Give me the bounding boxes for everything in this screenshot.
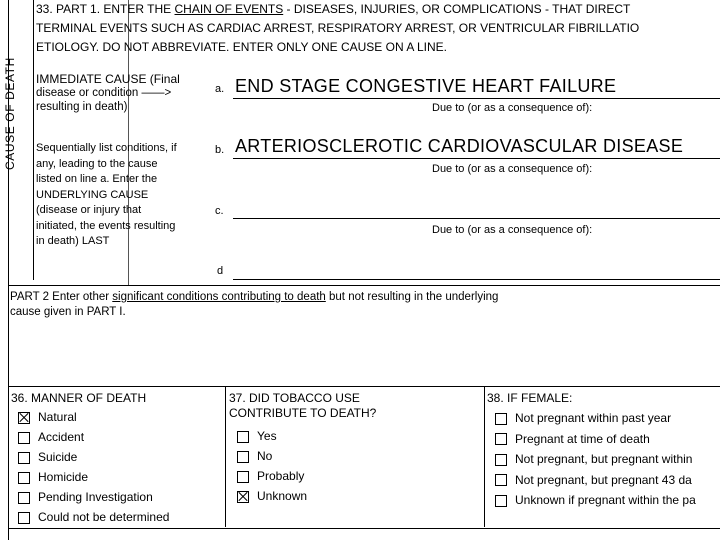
manner-of-death-title: 36. MANNER OF DEATH — [11, 391, 147, 405]
line-d-underline — [233, 279, 720, 280]
option-label: Unknown — [257, 489, 308, 503]
option-label: Accident — [38, 430, 85, 444]
part1-header-line2: TERMINAL EVENTS SUCH AS CARDIAC ARREST, RESPIRATORY ARREST, OR VENTRICULAR FIBRILLATIO — [36, 21, 640, 35]
sequential-conditions-label: Sequentially list conditions, if any, leading to the cause listed on line a. Enter the UNDERLYING CAUSE (disease or injury that initiated, the events resulting in death) LAST — [36, 142, 177, 247]
option-label: Pending Investigation — [38, 490, 153, 504]
line-b-underline — [233, 158, 720, 159]
tobacco-option-unknown[interactable] — [237, 489, 307, 503]
checkbox-icon[interactable] — [495, 495, 507, 507]
checkbox-icon[interactable] — [237, 431, 249, 443]
option-label: Unknown if pregnant within the pa — [515, 493, 696, 507]
if-female-title: 38. IF FEMALE: — [487, 391, 573, 405]
female-option-pregnant-at-time-of-death[interactable] — [495, 432, 650, 446]
option-label: Yes — [257, 429, 277, 443]
checkbox-icon[interactable] — [18, 472, 30, 484]
manner-option-could-not-be-determined[interactable] — [18, 510, 169, 524]
part1-header-line3: ETIOLOGY. DO NOT ABBREVIATE. ENTER ONLY ONE CAUSE ON A LINE. — [36, 40, 448, 54]
option-label: Natural — [38, 410, 77, 424]
line-a-letter: a. — [215, 83, 225, 95]
cause-of-death-side-label: CAUSE OF DEATH — [3, 57, 17, 170]
option-label: Pregnant at time of death — [515, 431, 650, 446]
tobacco-title: 37. DID TOBACCO USE CONTRIBUTE TO DEATH? — [229, 391, 377, 420]
line-c-due-to: Due to (or as a consequence of): — [432, 224, 593, 236]
option-label: Not pregnant, but pregnant 43 da — [515, 472, 692, 487]
checkbox-icon[interactable] — [18, 492, 30, 504]
female-option-not-pregnant-within-past-year[interactable] — [495, 411, 671, 425]
tobacco-option-probably[interactable] — [237, 469, 304, 483]
part2-line1: PART 2 Enter other significant conditions contributing to death but not resulting in the underlying — [10, 291, 499, 303]
line-b-letter: b. — [215, 144, 225, 156]
line-a-underline — [233, 98, 720, 99]
checkbox-icon[interactable] — [18, 412, 30, 424]
immediate-cause-label: IMMEDIATE CAUSE (Final disease or condition ——> resulting in death) — [36, 72, 180, 113]
option-label: Suicide — [38, 450, 78, 464]
female-option-not-pregnant-but-pregnant-within[interactable] — [495, 452, 692, 466]
checkbox-icon[interactable] — [237, 471, 249, 483]
manner-option-suicide[interactable] — [18, 450, 77, 464]
line-c-letter: c. — [215, 205, 224, 217]
female-option-unknown-if-pregnant-within-the-pa[interactable] — [495, 493, 696, 507]
part1-header-line1: 33. PART 1. ENTER THE CHAIN OF EVENTS - DISEASES, INJURIES, OR COMPLICATIONS - THAT DIRECT — [36, 2, 631, 16]
line-a-value[interactable]: END STAGE CONGESTIVE HEART FAILURE — [235, 76, 617, 96]
checkbox-icon[interactable] — [18, 452, 30, 464]
checkbox-icon[interactable] — [495, 413, 507, 425]
option-label: Probably — [257, 469, 305, 483]
option-label: No — [257, 449, 273, 463]
part2-bottom-border — [8, 386, 720, 387]
col-divider-2 — [484, 387, 485, 527]
tobacco-option-no[interactable] — [237, 449, 272, 463]
checkbox-icon[interactable] — [495, 433, 507, 445]
col-divider-1 — [225, 387, 226, 527]
chain-of-events-text: CHAIN OF EVENTS — [174, 2, 284, 16]
line-c-underline — [233, 218, 720, 219]
line-a-due-to: Due to (or as a consequence of): — [432, 102, 593, 114]
manner-option-accident[interactable] — [18, 430, 84, 444]
line-b-due-to: Due to (or as a consequence of): — [432, 163, 593, 175]
line-d-letter: d — [217, 265, 224, 277]
option-label: Not pregnant within past year — [515, 411, 672, 425]
checkbox-icon[interactable] — [495, 454, 507, 466]
line-b-value[interactable]: ARTERIOSCLEROTIC CARDIOVASCULAR DISEASE — [235, 136, 684, 156]
part1-header — [36, 0, 639, 57]
checkbox-icon[interactable] — [237, 451, 249, 463]
tobacco-option-yes[interactable] — [237, 429, 277, 443]
female-option-not-pregnant-but-pregnant-43-da[interactable] — [495, 473, 692, 487]
part1-bottom-border — [8, 285, 720, 286]
part2-text — [10, 290, 498, 320]
manner-option-pending-investigation[interactable] — [18, 490, 153, 504]
checkbox-icon[interactable] — [237, 491, 249, 503]
checkbox-icon[interactable] — [18, 512, 30, 524]
checkbox-icon[interactable] — [18, 432, 30, 444]
option-label: Not pregnant, but pregnant within — [515, 452, 693, 466]
option-label: Homicide — [38, 470, 89, 484]
form-bottom-border — [8, 528, 720, 529]
part2-line2: cause given in PART I. — [10, 306, 126, 318]
option-label: Could not be determined — [38, 510, 170, 524]
side-label-divider — [33, 0, 34, 280]
part2-underlined: significant conditions contributing to death — [112, 291, 326, 303]
manner-option-homicide[interactable] — [18, 470, 88, 484]
manner-option-natural[interactable] — [18, 410, 77, 424]
checkbox-icon[interactable] — [495, 474, 507, 486]
